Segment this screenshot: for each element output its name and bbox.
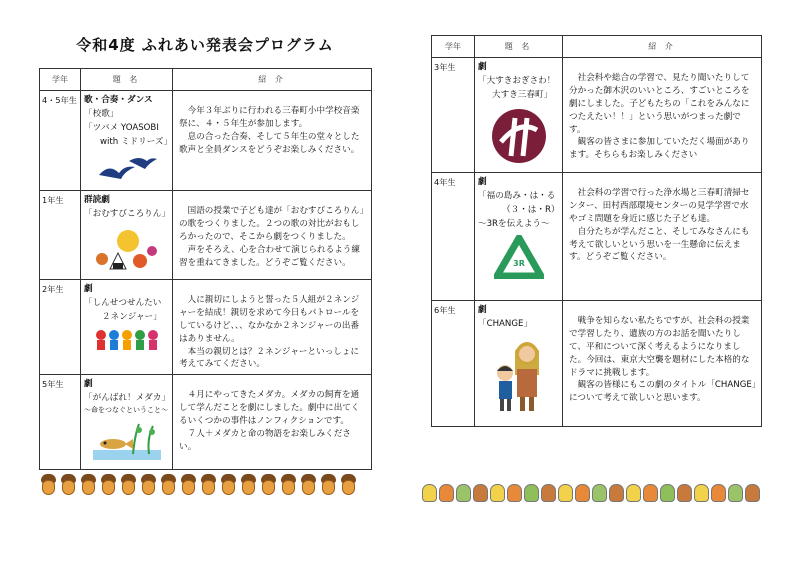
persimmon-icon <box>507 484 522 502</box>
corn-icon <box>694 484 709 502</box>
leaf-icon <box>456 484 471 502</box>
persimmon-icon <box>575 484 590 502</box>
leaf-icon <box>592 484 607 502</box>
table-row <box>40 375 372 470</box>
performance-title: 「おむすびころりん」 <box>84 208 170 219</box>
description-text: 社会科や総合の学習で、見たり聞いたりして分かった御木沢のいいところ、すごいところを劇にしました。子どもたちの「これをみんなにつたえたい！！」という思いがつまった劇です。 <box>569 73 750 135</box>
acorn-icon <box>139 474 158 496</box>
title-header: 題 名 <box>81 69 173 91</box>
chestnut-icon <box>677 484 692 502</box>
performance-title: with ミドリーズ」 <box>100 136 173 147</box>
persimmon-icon <box>711 484 726 502</box>
autumn-border <box>422 484 762 502</box>
performance-type: 劇 <box>84 379 93 390</box>
performance-title: 大すき三春町」 <box>492 89 553 100</box>
recycle-icon <box>494 235 544 279</box>
grade-cell: 4・5年生 <box>40 91 81 191</box>
table-row <box>40 280 372 375</box>
acorn-icon <box>79 474 98 496</box>
acorn-icon <box>99 474 118 496</box>
performance-type: 歌・合奏・ダンス <box>84 95 153 105</box>
grade-cell: 6年生 <box>432 301 475 427</box>
table-row <box>40 191 372 280</box>
performance-type: 劇 <box>478 305 487 315</box>
chestnut-icon <box>745 484 760 502</box>
performance-title: 「校歌」 <box>84 108 119 119</box>
cabbage-icon <box>660 484 675 502</box>
acorn-icon <box>239 474 258 496</box>
program-table-right <box>431 35 762 427</box>
acorn-icon <box>199 474 218 496</box>
acorn-icon <box>299 474 318 496</box>
performance-type: 劇 <box>478 177 487 187</box>
corn-icon <box>422 484 437 502</box>
performance-type: 劇 <box>84 284 93 294</box>
description-text: 息の合った合奏、そして５年生の堂々とした歌声と全員ダンスをどうぞお楽しみください。 <box>179 131 360 155</box>
performance-title: 「大すきおぎさわ！ <box>478 75 556 86</box>
performance-subtitle: ～命をつなぐということ～ <box>84 406 168 415</box>
svg-text:3R: 3R <box>512 258 525 268</box>
medaka-illustration <box>93 420 161 460</box>
acorn-icon <box>119 474 138 496</box>
grade-header: 学年 <box>40 69 81 91</box>
performance-title: ～3Rを伝えよう～ <box>478 218 550 229</box>
acorn-icon <box>39 474 58 496</box>
swallows-illustration <box>95 153 159 183</box>
table-row <box>432 173 762 301</box>
performance-title: 「福の島み・は・る <box>478 190 556 201</box>
grade-cell: 4年生 <box>432 173 475 301</box>
grade-cell: 1年生 <box>40 191 81 280</box>
corn-icon <box>626 484 641 502</box>
page-title: 令和4度 ふれあい発表会プログラム <box>76 36 334 54</box>
chestnut-icon <box>609 484 624 502</box>
description-text: 観客の皆様にもこの劇のタイトル「CHANGE」について考えて欲しいと思います。 <box>569 380 757 404</box>
children-illustration <box>487 335 551 415</box>
program-table-left <box>39 68 372 470</box>
acorn-icon <box>279 474 298 496</box>
performance-title: 「がんばれ！メダカ」 <box>84 393 170 404</box>
description-text: 今年３年ぶりに行われる三春町小中学校音楽祭に、４・５年生が参加します。 <box>179 106 360 129</box>
grade-cell: 2年生 <box>40 280 81 375</box>
chestnut-icon <box>541 484 556 502</box>
acorn-icon <box>59 474 78 496</box>
acorn-icon <box>319 474 338 496</box>
acorn-icon <box>219 474 238 496</box>
performance-title: ２ネンジャー」 <box>102 311 162 322</box>
performance-type: 劇 <box>478 62 487 72</box>
description-text: 社会科の学習で行った浄水場と三春町清掃センター、田村西部環境センターの見学学習で水やゴミ問題を身近に感じた子ども達。 <box>569 188 750 224</box>
performance-title: （３・は・R） <box>502 204 560 215</box>
ranger-team-illustration <box>94 328 160 352</box>
description-text: 声をそろえ、心を合わせて演じられるよう練習を重ねてきました。どうぞご覧ください。 <box>179 244 360 268</box>
grade-cell: 5年生 <box>40 375 81 470</box>
town-logo <box>489 106 549 166</box>
corn-icon <box>490 484 505 502</box>
performance-title: 「しんせつせんたい <box>84 297 162 308</box>
table-row <box>40 91 372 191</box>
performance-type: 群読劇 <box>84 195 110 205</box>
table-header-row <box>432 36 762 58</box>
performance-title: 「ツバメ YOASOBI <box>84 122 159 133</box>
table-row <box>432 301 762 427</box>
cabbage-icon <box>524 484 539 502</box>
description-text: 戦争を知らない私たちですが、社会科の授業で学習したり、遺族の方のお話を聞いたりして、平和について深く考えるようになりました。今回は、東京大空襲を題材にした本格的なドラマに挑戦します。 <box>569 316 750 378</box>
acorn-icon <box>179 474 198 496</box>
description-text: 自分たちが学んだこと、そしてみなさんにも考えて欲しいという思いを一生懸命に伝えます。どうぞご覧ください。 <box>569 226 750 263</box>
description-text: ７人＋メダカと命の物語をお楽しみください。 <box>179 429 351 452</box>
description-text: 本当の親切とは？２ネンジャーといっしょに考えてみてください。 <box>179 346 360 370</box>
performance-title: 「CHANGE」 <box>478 318 533 329</box>
description-text: 人に親切にしようと誓った５人組が２ネンジャーを結成！親切を求めて今日もパトロールをしているけど、、、なかなか２ネンジャーの出番はありません。 <box>179 295 360 344</box>
desc-header: 紹 介 <box>173 69 372 91</box>
grade-cell: 3年生 <box>432 58 475 173</box>
title-header: 題 名 <box>475 36 563 58</box>
desc-header: 紹 介 <box>563 36 762 58</box>
corn-icon <box>558 484 573 502</box>
persimmon-icon <box>439 484 454 502</box>
leaf-icon <box>728 484 743 502</box>
persimmon-icon <box>643 484 658 502</box>
omusubi-illustration <box>94 225 160 273</box>
description-text: 観客の皆さまに参加していただく場面があります。そちらもお楽しみください <box>569 137 750 161</box>
table-header-row <box>40 69 372 91</box>
acorn-icon <box>259 474 278 496</box>
description-text: 国語の授業で子ども達が「おむすびころりん」の歌をつくりました。２つの歌の対比がおもしろかったので、そこから劇をつくりました。 <box>179 206 364 242</box>
grade-header: 学年 <box>432 36 475 58</box>
acorn-icon <box>159 474 178 496</box>
chestnut-icon <box>473 484 488 502</box>
acorn-border <box>39 474 359 496</box>
description-text: ４月にやってきたメダカ。メダカの飼育を通して学んだことを劇にしました。劇中に出てくるいくつかの事件はノンフィクションです。 <box>179 390 360 427</box>
table-row <box>432 58 762 173</box>
acorn-icon <box>339 474 358 496</box>
